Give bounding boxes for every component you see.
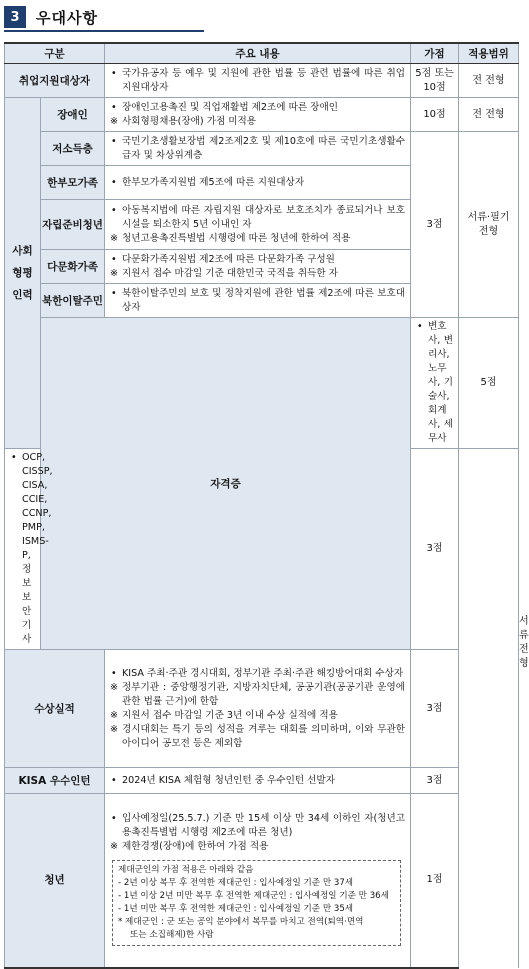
preference-table bbox=[4, 42, 529, 969]
table-row bbox=[5, 794, 519, 968]
row-content-certificate-2 bbox=[5, 449, 53, 650]
row-content-multicultural bbox=[105, 250, 411, 284]
row-label-employment: 취업지원대상자 bbox=[5, 64, 105, 98]
row-label-single-parent: 한부모가족 bbox=[41, 166, 105, 200]
row-points-intern: 3점 bbox=[411, 768, 459, 794]
group-label-line: 인력 bbox=[12, 289, 33, 301]
row-label-multicultural: 다문화가족 bbox=[41, 250, 105, 284]
row-content-self-reliance bbox=[105, 200, 411, 250]
row-scope-social bbox=[459, 132, 519, 318]
section-title: 우대사항 bbox=[36, 8, 98, 27]
row-content-employment bbox=[105, 64, 411, 98]
row-label-awards: 수상실적 bbox=[5, 650, 105, 768]
note-text: ※ 사회형평채용(장애) 가점 미적용 bbox=[110, 115, 405, 129]
row-content-disabled bbox=[105, 98, 411, 132]
row-points-awards: 3점 bbox=[411, 650, 459, 768]
note-box-line: - 2년 이상 복무 후 전역한 제대군인 : 입사예정일 기준 만 37세 bbox=[118, 878, 354, 889]
row-points-employment: 5점 또는 10점 bbox=[411, 64, 459, 98]
row-points-disabled: 10점 bbox=[411, 98, 459, 132]
bullet-text: • 다문화가족지원법 제2조에 따른 다문화가족 구성원 bbox=[110, 253, 405, 267]
note-box-title: 제대군인의 가점 적용은 아래와 같음 bbox=[118, 865, 254, 876]
table-row bbox=[5, 98, 519, 132]
note-text: ※ 지원서 접수 마감일 기준 3년 이내 수상 실적에 적용 bbox=[110, 709, 405, 723]
group-label-line: 형평 bbox=[12, 267, 33, 279]
table-header-row bbox=[5, 43, 519, 64]
scope-text: 전형 bbox=[478, 225, 499, 237]
section-header bbox=[4, 4, 98, 30]
bullet-text: • 아동복지법에 따른 자립지원 대상자로 보호조치가 종료되거나 보호시설을 퇴소한지 5년 이내인 자 bbox=[110, 204, 405, 232]
bullet-text: • 국민기초생활보장법 제2조제2호 및 제10호에 따른 국민기초생활수급자 및 차상위계층 bbox=[110, 135, 405, 163]
bullet-text: • 북한이탈주민의 보호 및 정착지원에 관한 법률 제2조에 따른 보호대상자 bbox=[110, 287, 405, 315]
scope-text: 서류·필기 bbox=[467, 211, 510, 223]
bullet-text: • KISA 주최·주관 경시대회, 정부기관 주최·주관 해킹방어대회 수상자 bbox=[110, 667, 405, 681]
note-text: ※ 제한경쟁(장애)에 한하여 가점 적용 bbox=[110, 840, 405, 854]
bullet-text: • 변호사, 변리사, 노무사, 기술사, 회계사, 세무사 bbox=[416, 320, 453, 446]
bullet-text: • OCP, CISSP, CISA, CCIE, CCNP, PMP, ISMS-P, 정보보안기사 bbox=[10, 451, 35, 647]
note-text: ※ 정부기관 : 중앙행정기관, 지방자치단체, 공공기관(공공기관 운영에 관한 법률 근거)에 한함 bbox=[110, 681, 405, 709]
table-row bbox=[5, 650, 519, 768]
group-label-line: 사회 bbox=[12, 245, 33, 257]
row-label-north-korean: 북한이탈주민 bbox=[41, 284, 105, 318]
note-box-line: 또는 소집해제)한 사람 bbox=[130, 930, 214, 941]
col-header-scope: 적용범위 bbox=[459, 43, 519, 64]
bullet-text: • 장애인고용촉진 및 직업재활법 제2조에 따른 장애인 bbox=[110, 101, 405, 115]
row-points-youth: 1점 bbox=[411, 794, 459, 968]
row-scope-disabled: 전 전형 bbox=[459, 98, 519, 132]
note-box-line: - 1년 이상 2년 미만 복무 후 전역한 제대군인 : 입사예정일 기준 만 36세 bbox=[118, 891, 389, 902]
col-header-category: 구분 bbox=[5, 43, 105, 64]
row-label-certificate: 자격증 bbox=[41, 318, 411, 650]
col-header-content: 주요 내용 bbox=[105, 43, 411, 64]
bullet-text: • 2024년 KISA 체험형 청년인턴 중 우수인턴 선발자 bbox=[110, 774, 405, 788]
bullet-text: • 한부모가족지원법 제5조에 따른 지원대상자 bbox=[110, 176, 405, 190]
note-text: ※ 경시대회는 특기 등의 성적을 겨루는 대회를 의미하며, 이와 무관한 아이디어 공모전 등은 제외함 bbox=[110, 723, 405, 751]
table-row bbox=[5, 132, 519, 166]
bullet-text: • 입사예정일(25.5.7.) 기준 만 15세 이상 만 34세 이하인 자(청년고용촉진특별법 시행령 제2조에 따른 청년) bbox=[110, 812, 405, 840]
row-label-self-reliance: 자립준비청년 bbox=[41, 200, 105, 250]
table-row: 자격증 • 변호사, 변리사, 노무사, 기술사, 회계사, 세무사 5점 서류전형 bbox=[5, 318, 519, 449]
section-number-badge: 3 bbox=[4, 6, 26, 28]
row-points-certificate-1: 5점 bbox=[459, 318, 519, 449]
section-underline bbox=[4, 30, 204, 32]
veteran-note-box bbox=[112, 860, 401, 946]
table-row bbox=[5, 64, 519, 98]
row-content-north-korean bbox=[105, 284, 411, 318]
row-points-social: 3점 bbox=[411, 132, 459, 318]
row-content-youth bbox=[105, 794, 411, 968]
note-text: ※ 지원서 접수 마감일 기준 대한민국 국적을 취득한 자 bbox=[110, 267, 405, 281]
row-points-certificate-2: 3점 bbox=[411, 449, 459, 650]
row-content-certificate-1 bbox=[411, 318, 459, 449]
row-content-awards bbox=[105, 650, 411, 768]
note-box-line: * 제대군인 : 군 또는 공익 분야에서 복무를 마치고 전역(퇴역·면역 bbox=[118, 917, 364, 928]
row-content-single-parent bbox=[105, 166, 411, 200]
row-label-disabled: 장애인 bbox=[41, 98, 105, 132]
note-text: ※ 청년고용촉진특별법 시행령에 따른 청년에 한하여 적용 bbox=[110, 232, 405, 246]
row-label-youth: 청년 bbox=[5, 794, 105, 968]
group-label-social bbox=[5, 98, 41, 449]
row-scope-employment: 전 전형 bbox=[459, 64, 519, 98]
row-label-low-income: 저소득층 bbox=[41, 132, 105, 166]
row-label-intern: KISA 우수인턴 bbox=[5, 768, 105, 794]
row-content-low-income bbox=[105, 132, 411, 166]
table-row bbox=[5, 768, 519, 794]
note-box-line: - 1년 미만 복무 후 전역한 제대군인 : 입사예정일 기준 만 35세 bbox=[118, 904, 354, 915]
bullet-text: • 국가유공자 등 예우 및 지원에 관한 법률 등 관련 법률에 따른 취업지원대상자 bbox=[110, 67, 405, 95]
col-header-points: 가점 bbox=[411, 43, 459, 64]
row-content-intern bbox=[105, 768, 411, 794]
